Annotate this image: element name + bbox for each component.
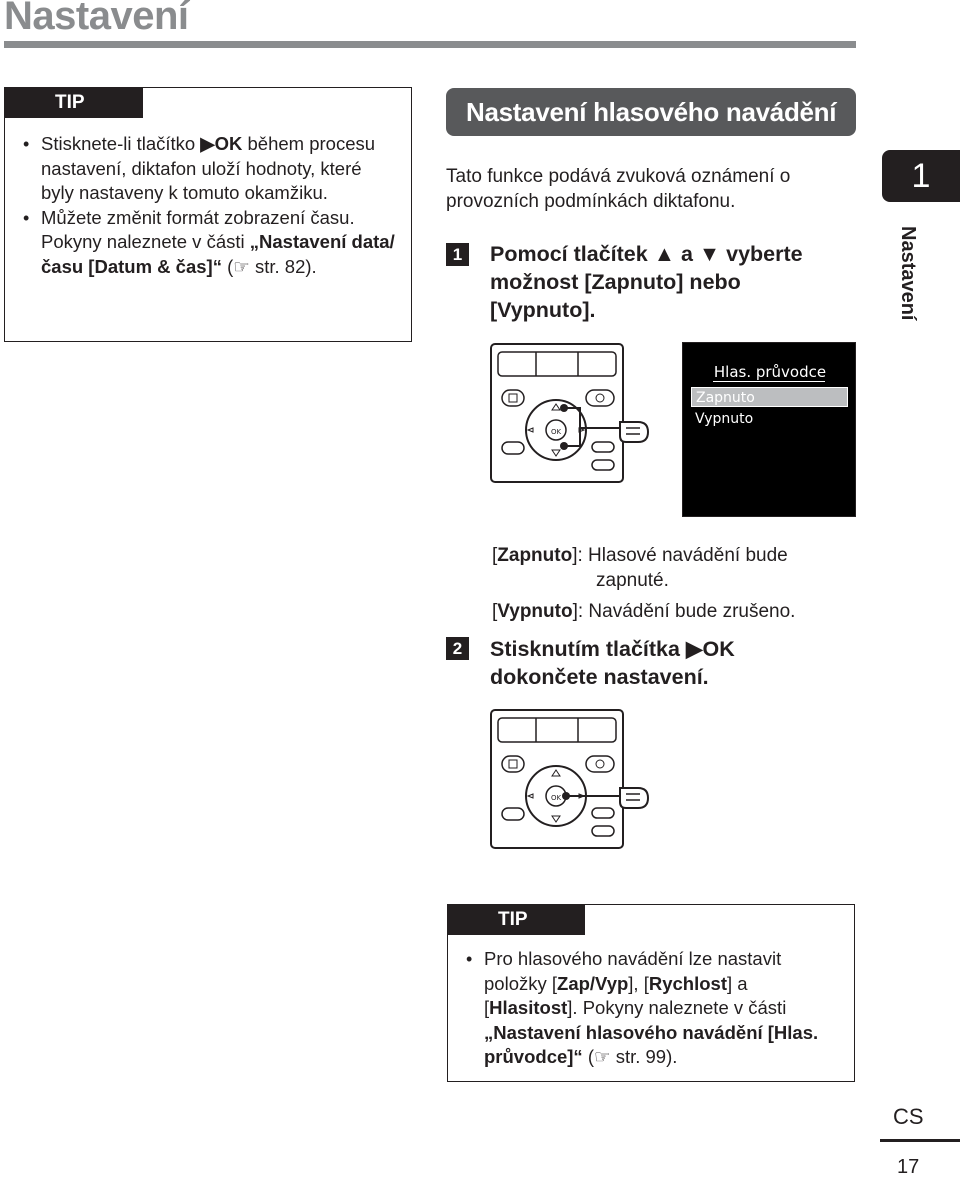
footer-rule bbox=[880, 1139, 960, 1142]
option-description: [Zapnuto]: Hlasové navádění bude bbox=[492, 545, 788, 566]
tip-item: • Pro hlasového navádění lze nastavit položky [Zap/Vyp], [Rychlost] a [Hlasitost]. Pokyny naleznete v části „Nastavení hlasového navádění [Hlas. průvodce]“ (☞ str. 99). bbox=[462, 947, 844, 1070]
screen-divider bbox=[713, 381, 825, 382]
recorder-illustration bbox=[488, 708, 658, 850]
step-instruction: Stisknutím tlačítka ▶OK dokončete nastavení. bbox=[490, 637, 735, 689]
tip-list bbox=[19, 132, 399, 279]
tip-item: • Stisknete-li tlačítko ▶OK během procesu nastavení, diktafon uloží hodnoty, které byly nastaveny k tomuto okamžiku. bbox=[19, 132, 399, 206]
recorder-illustration bbox=[488, 342, 658, 484]
ok-key-label: ▶OK bbox=[200, 133, 243, 154]
page-title: Nastavení bbox=[4, 0, 189, 38]
tip-label: TIP bbox=[448, 905, 585, 935]
svg-text:OK: OK bbox=[550, 428, 562, 436]
tip-item: • Můžete změnit formát zobrazení času. Pokyny naleznete v části „Nastavení data/času [Datum & čas]“ (☞ str. 82). bbox=[19, 206, 399, 280]
tip-label: TIP bbox=[5, 88, 143, 118]
tip-box bbox=[447, 904, 855, 1082]
step-number: 1 bbox=[446, 243, 469, 266]
svg-text:OK: OK bbox=[550, 794, 562, 802]
language-label: CS bbox=[893, 1104, 924, 1129]
page-number: 17 bbox=[897, 1156, 920, 1178]
section-intro: Tato funkce podává zvuková oznámení o provozních podmínkách diktafonu. bbox=[446, 166, 791, 212]
device-screen bbox=[682, 342, 856, 517]
step-instruction: Pomocí tlačítek ▲ a ▼ vyberte možnost [Zapnuto] nebo [Vypnuto]. bbox=[490, 242, 803, 322]
chapter-tab: 1 bbox=[882, 150, 960, 202]
step-number: 2 bbox=[446, 637, 469, 660]
tip-box bbox=[4, 87, 412, 342]
screen-title: Hlas. průvodce bbox=[713, 363, 827, 381]
section-header: Nastavení hlasového navádění bbox=[446, 88, 856, 136]
tip-list bbox=[462, 947, 844, 1070]
option-description: [Vypnuto]: Navádění bude zrušeno. bbox=[492, 601, 796, 622]
menu-option-selected[interactable]: Zapnuto bbox=[691, 387, 848, 407]
option-description-cont: zapnuté. bbox=[596, 570, 669, 591]
chapter-side-label: Nastavení bbox=[897, 226, 919, 321]
title-rule bbox=[4, 41, 856, 48]
menu-option[interactable]: Vypnuto bbox=[695, 411, 754, 427]
